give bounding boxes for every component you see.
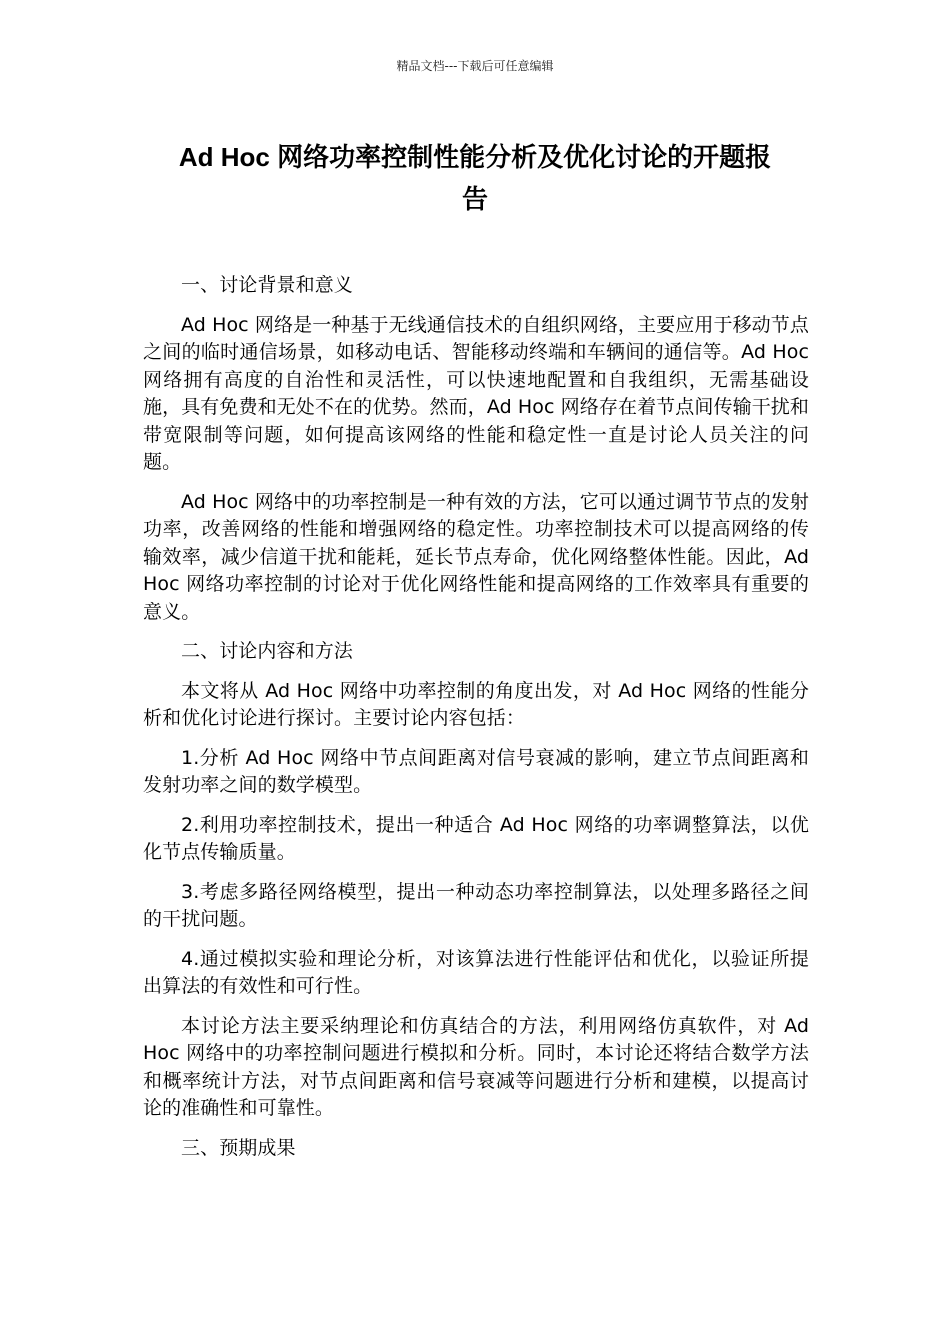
title-line-1: Ad Hoc 网络功率控制性能分析及优化讨论的开题报 xyxy=(178,142,772,172)
paragraph-content-intro: 本文将从 Ad Hoc 网络中功率控制的角度出发，对 Ad Hoc 网络的性能分析和优化讨论进行探讨。主要讨论内容包括： xyxy=(143,679,809,729)
paragraph-background-2: Ad Hoc 网络中的功率控制是一种有效的方法，它可以通过调节节点的发射功率，改善网络的性能和增强网络的稳定性。功率控制技术可以提高网络的传输效率，减少信道干扰和能耗，延长节点寿命，优化网络整体性能。因此，Ad Hoc 网络功率控制的讨论对于优化网络性能和提高网络的工作效率具有重要的意义。 xyxy=(143,490,809,623)
section-heading-background: 一、讨论背景和意义 xyxy=(181,274,353,296)
paragraph-methods: 本讨论方法主要采纳理论和仿真结合的方法，利用网络仿真软件，对 Ad Hoc 网络中的功率控制问题进行模拟和分析。同时，本讨论还将结合数学方法和概率统计方法，对节点间距离和信号衰减等问题进行分析和建模，以提高讨论的准确性和可靠性。 xyxy=(143,1014,809,1119)
list-item-1: 1.分析 Ad Hoc 网络中节点间距离对信号衰减的影响，建立节点间距离和发射功率之间的数学模型。 xyxy=(143,746,809,796)
title-line-2: 告 xyxy=(461,184,488,214)
header-note: 精品文档---下载后可任意编辑 xyxy=(396,59,554,73)
document-body xyxy=(143,272,809,1174)
paragraph-background-1: Ad Hoc 网络是一种基于无线通信技术的自组织网络，主要应用于移动节点之间的临时通信场景，如移动电话、智能移动终端和车辆间的通信等。Ad Hoc 网络拥有高度的自治性和灵活性，可以快速地配置和自我组织，无需基础设施，具有免费和无处不在的优势。然而，Ad Hoc 网络存在着节点间传输干扰和带宽限制等问题，如何提高该网络的性能和稳定性一直是讨论人员关注的问题。 xyxy=(143,313,809,473)
list-item-3: 3.考虑多路径网络模型，提出一种动态功率控制算法，以处理多路径之间的干扰问题。 xyxy=(143,880,809,930)
section-heading-expected-results: 三、预期成果 xyxy=(181,1136,296,1159)
list-item-2: 2.利用功率控制技术，提出一种适合 Ad Hoc 网络的功率调整算法，以优化节点传输质量。 xyxy=(143,813,809,863)
document-title xyxy=(120,136,830,220)
section-heading-content-methods: 二、讨论内容和方法 xyxy=(181,640,353,662)
list-item-4: 4.通过模拟实验和理论分析，对该算法进行性能评估和优化，以验证所提出算法的有效性和可行性。 xyxy=(143,947,809,997)
